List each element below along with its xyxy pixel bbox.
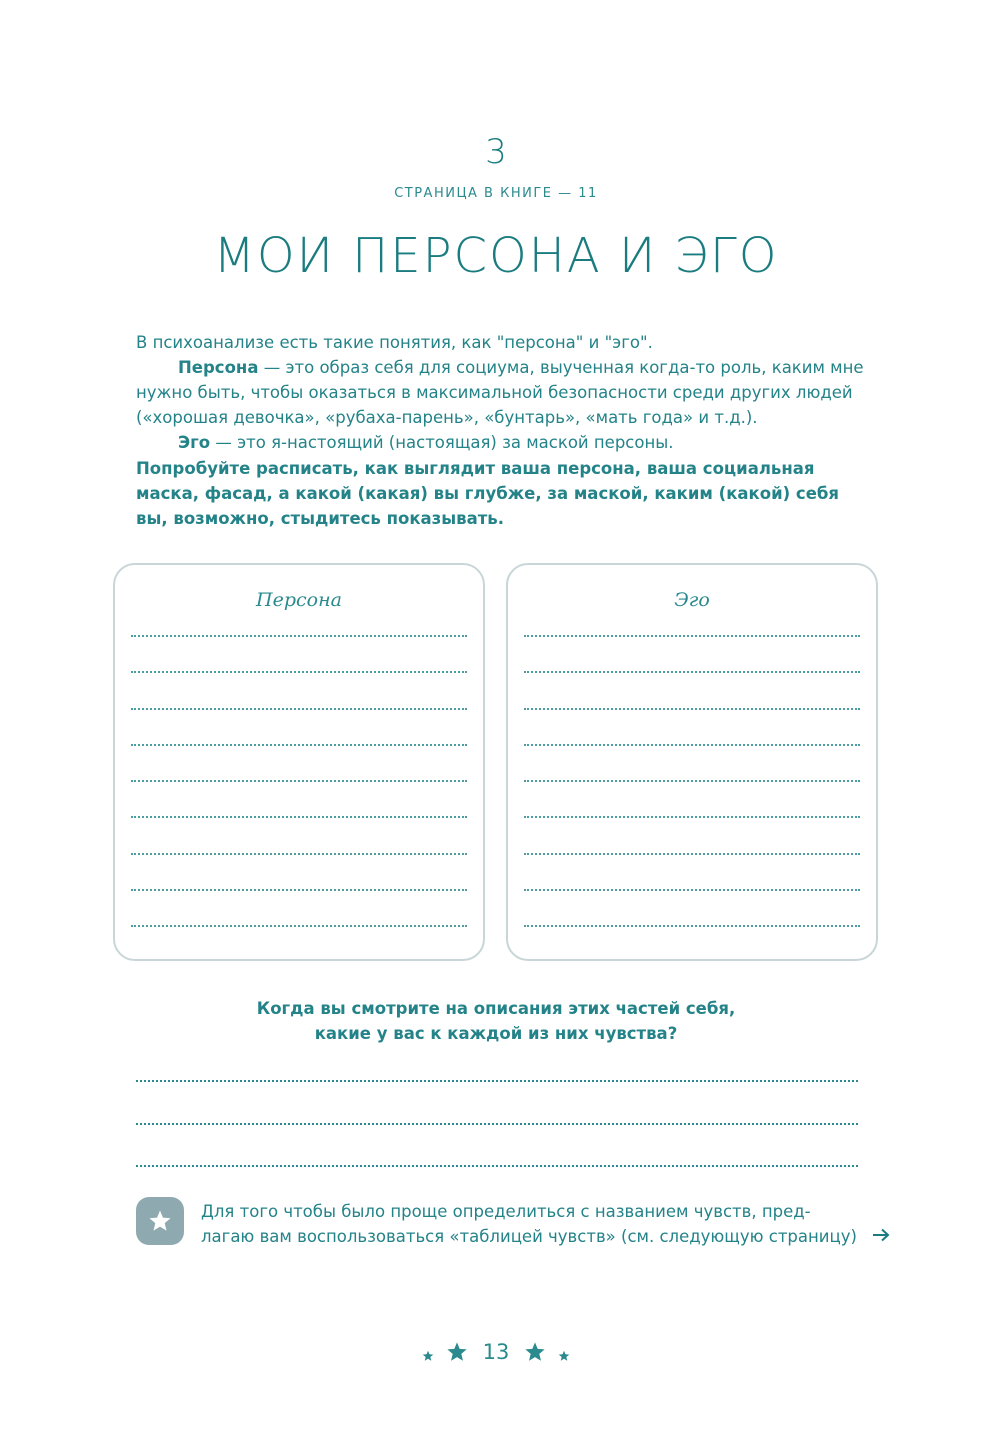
star-icon bbox=[446, 1341, 468, 1363]
writing-line[interactable] bbox=[131, 635, 467, 637]
writing-line[interactable] bbox=[524, 635, 860, 637]
page-footer bbox=[0, 1340, 992, 1364]
ego-definition bbox=[136, 430, 866, 455]
tip-paragraph: Для того чтобы было проще определиться с названием чувств, пред-лагаю вам воспользоваться «таблицей чувств» (см. следующую страницу) bbox=[201, 1202, 857, 1246]
persona-def-text: — это образ себя для социума, выученная когда-то роль, каким мне нужно быть, чтобы оказаться в максимальной безопасности среди других людей («хорошая девочка», «рубаха-парень», «бунтарь», «мать года» и т.д.). bbox=[136, 358, 864, 427]
persona-definition bbox=[136, 355, 866, 430]
book-page-reference: СТРАНИЦА В КНИГЕ — 11 bbox=[394, 186, 598, 201]
answer-writing-lines[interactable] bbox=[136, 1080, 858, 1208]
feelings-question bbox=[0, 996, 992, 1046]
ego-writing-lines[interactable] bbox=[524, 635, 860, 962]
persona-card bbox=[113, 563, 485, 961]
writing-line[interactable] bbox=[524, 671, 860, 673]
writing-line[interactable] bbox=[131, 744, 467, 746]
star-icon bbox=[148, 1209, 172, 1233]
writing-line[interactable] bbox=[131, 925, 467, 927]
chapter-number: 3 bbox=[485, 132, 507, 172]
writing-line[interactable] bbox=[524, 708, 860, 710]
intro-text bbox=[136, 330, 866, 531]
tip-text bbox=[201, 1199, 863, 1249]
writing-line[interactable] bbox=[131, 853, 467, 855]
small-star-icon bbox=[422, 1350, 434, 1362]
answer-line[interactable] bbox=[136, 1080, 858, 1082]
writing-line[interactable] bbox=[524, 744, 860, 746]
ego-term: Эго bbox=[178, 433, 211, 452]
persona-card-title: Персона bbox=[256, 589, 342, 611]
persona-writing-lines[interactable] bbox=[131, 635, 467, 962]
page-number: 13 bbox=[482, 1340, 510, 1364]
writing-line[interactable] bbox=[131, 780, 467, 782]
writing-line[interactable] bbox=[131, 889, 467, 891]
writing-line[interactable] bbox=[131, 671, 467, 673]
ego-def-text: — это я-настоящий (настоящая) за маской персоны. bbox=[210, 433, 674, 452]
arrow-right-icon[interactable] bbox=[872, 1227, 890, 1246]
answer-line[interactable] bbox=[136, 1165, 858, 1167]
intro-line: В психоанализе есть такие понятия, как "персона" и "эго". bbox=[136, 333, 653, 352]
writing-line[interactable] bbox=[524, 925, 860, 927]
task-instruction: Попробуйте расписать, как выглядит ваша персона, ваша социальная маска, фасад, а какой (какая) вы глубже, за маской, каким (какой) себя вы, возможно, стыдитесь показывать. bbox=[136, 459, 839, 528]
ego-card bbox=[506, 563, 878, 961]
persona-term: Персона bbox=[178, 358, 259, 377]
ego-card-title: Эго bbox=[674, 589, 710, 611]
writing-line[interactable] bbox=[131, 816, 467, 818]
writing-line[interactable] bbox=[524, 816, 860, 818]
question-line-2: какие у вас к каждой из них чувства? bbox=[314, 1024, 678, 1043]
star-icon bbox=[524, 1341, 546, 1363]
writing-line[interactable] bbox=[524, 853, 860, 855]
writing-line[interactable] bbox=[524, 889, 860, 891]
page-title: МОИ ПЕРСОНА И ЭГО bbox=[213, 228, 779, 284]
writing-line[interactable] bbox=[131, 708, 467, 710]
star-badge bbox=[136, 1197, 184, 1245]
small-star-icon bbox=[558, 1350, 570, 1362]
answer-line[interactable] bbox=[136, 1123, 858, 1125]
question-line-1: Когда вы смотрите на описания этих частей себя, bbox=[256, 999, 736, 1018]
writing-line[interactable] bbox=[524, 780, 860, 782]
